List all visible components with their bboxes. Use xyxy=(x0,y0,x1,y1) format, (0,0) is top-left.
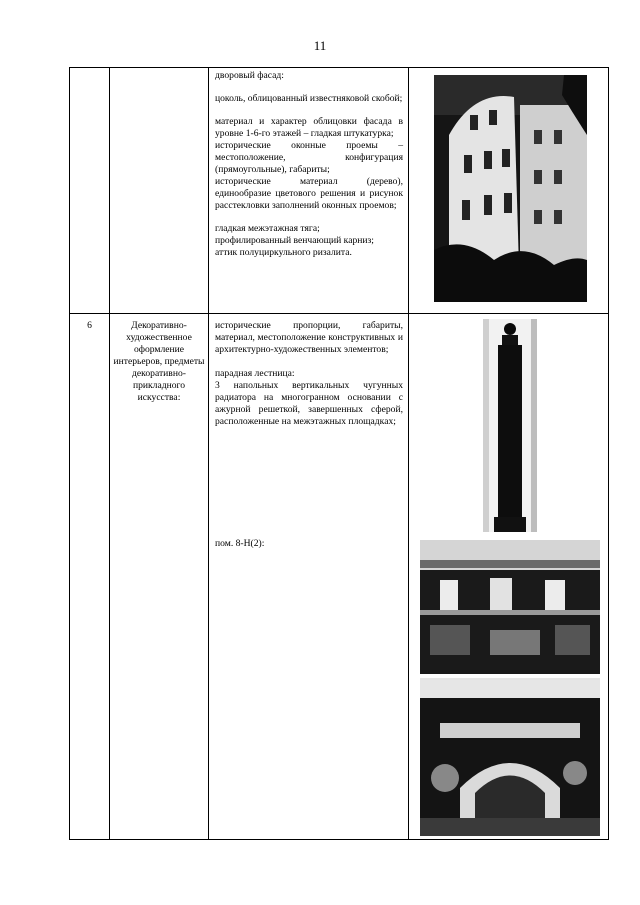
column-divider xyxy=(408,68,409,839)
list-item: исторические оконные проемы – местоположение, конфигурация (прямоугольные), габариты; xyxy=(215,140,403,175)
list-item: дворовый фасад: xyxy=(215,70,284,81)
courtyard-facade-photo xyxy=(434,75,587,302)
radiator-photo-drawing xyxy=(483,319,537,532)
list-item: исторические пропорции, габариты, материал, местоположение конструктивных и архитектурно-художественных элементов; xyxy=(215,320,403,355)
interior-photo-drawing xyxy=(420,540,600,674)
interior-description xyxy=(215,320,403,428)
monument-subject-table xyxy=(69,67,609,840)
cast-iron-radiator-photo xyxy=(483,319,537,532)
list-item: гладкая межэтажная тяга; xyxy=(215,223,320,234)
room-interior-photo xyxy=(420,540,600,674)
list-item: аттик полуциркульного ризалита. xyxy=(215,247,352,258)
row-divider xyxy=(70,313,608,314)
column-divider xyxy=(109,68,110,839)
arch-photo-drawing xyxy=(420,678,600,836)
list-item: профилированный венчающий карниз; xyxy=(215,235,374,246)
facade-photo-drawing xyxy=(434,75,587,302)
row-title: Декоративно-художественное оформление интерьеров, предметы декоративно-прикладного искусства: xyxy=(113,320,205,403)
list-item: исторические материал (дерево), единообразие цветового решения и рисунок расстекловки заполнений оконных проемов; xyxy=(215,176,403,211)
list-item: материал и характер облицовки фасада в уровне 1-6-го этажей – гладкая штукатурка; xyxy=(215,116,403,139)
room-arch-interior-photo xyxy=(420,678,600,836)
page-number: 11 xyxy=(313,38,327,53)
row-number: 6 xyxy=(87,320,92,331)
list-item: цоколь, облицованный известняковой скобой; xyxy=(215,93,403,104)
facade-description xyxy=(215,70,403,259)
list-item: 3 напольных вертикальных чугунных радиатора на многогранном основании с ажурной решеткой, завершенных сферой, расположенные на межэтажных площадках; xyxy=(215,380,403,427)
column-divider xyxy=(208,68,209,839)
list-item: парадная лестница: xyxy=(215,368,295,379)
room-label: пом. 8-Н(2): xyxy=(215,538,265,549)
